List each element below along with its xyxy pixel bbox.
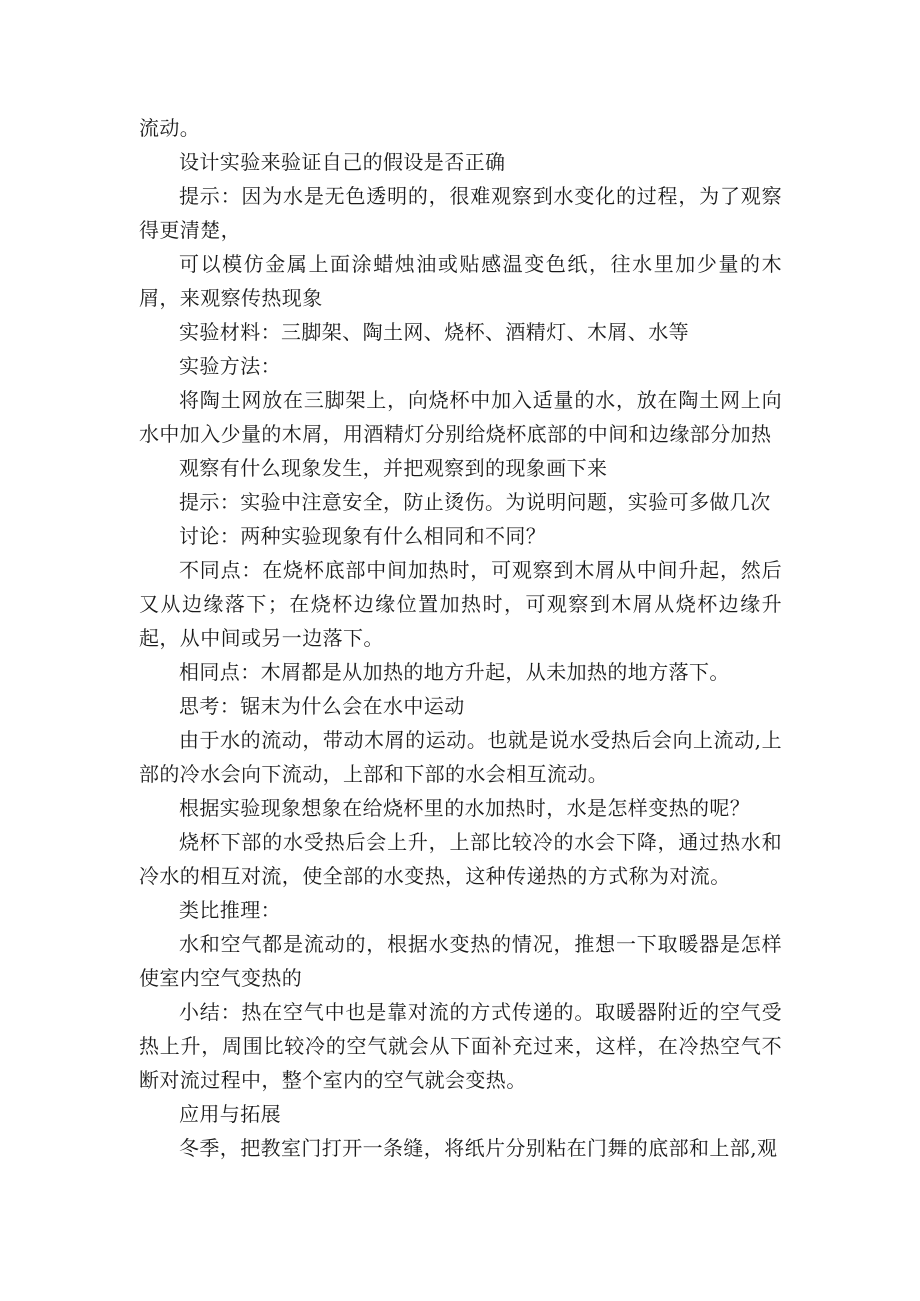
- paragraph: 提示：实验中注意安全，防止烫伤。为说明问题，实验可多做几次: [179, 490, 771, 514]
- paragraph: 实验方法：: [179, 354, 281, 378]
- document-body: [139, 111, 782, 1165]
- paragraph: 提示：因为水是无色透明的，很难观察到水变化的过程，为了观察得更清楚，: [139, 184, 782, 242]
- paragraph: 冬季，把教室门打开一条缝，将纸片分别粘在门舞的底部和上部,观: [179, 1136, 778, 1160]
- paragraph: 类比推理：: [179, 898, 281, 922]
- paragraph: 将陶土网放在三脚架上，向烧杯中加入适量的水，放在陶土网上向水中加入少量的木屑，用酒精灯分别给烧杯底部的中间和边缘部分加热: [139, 388, 782, 446]
- paragraph: 观察有什么现象发生，并把观察到的现象画下来: [179, 456, 608, 480]
- paragraph: 水和空气都是流动的，根据水变热的情况，推想一下取暖器是怎样使室内空气变热的: [139, 932, 782, 990]
- paragraph: 由于水的流动，带动木屑的运动。也就是说水受热后会向上流动,上部的冷水会向下流动，上部和下部的水会相互流动。: [139, 728, 782, 786]
- paragraph: 实验材料：三脚架、陶土网、烧杯、酒精灯、木屑、水等: [179, 320, 689, 344]
- paragraph: 根据实验现象想象在给烧杯里的水加热时，水是怎样变热的呢？: [179, 796, 751, 820]
- paragraph: 流动。: [139, 116, 201, 140]
- paragraph: 应用与拓展: [179, 1102, 281, 1126]
- paragraph: 小结：热在空气中也是靠对流的方式传递的。取暖器附近的空气受热上升，周围比较冷的空气就会从下面补充过来，这样，在冷热空气不断对流过程中，整个室内的空气就会变热。: [139, 1000, 782, 1092]
- paragraph: 讨论：两种实验现象有什么相同和不同？: [179, 524, 547, 548]
- paragraph: 不同点：在烧杯底部中间加热时，可观察到木屑从中间升起，然后又从边缘落下；在烧杯边缘位置加热时，可观察到木屑从烧杯边缘升起，从中间或另一边落下。: [139, 558, 782, 650]
- paragraph: 烧杯下部的水受热后会上升，上部比较冷的水会下降，通过热水和冷水的相互对流，使全部的水变热，这种传递热的方式称为对流。: [139, 830, 782, 888]
- paragraph: 思考：锯末为什么会在水中运动: [179, 694, 465, 718]
- paragraph: 相同点：木屑都是从加热的地方升起，从未加热的地方落下。: [179, 660, 730, 684]
- paragraph: 设计实验来验证自己的假设是否正确: [179, 150, 506, 174]
- paragraph: 可以模仿金属上面涂蜡烛油或贴感温变色纸，往水里加少量的木屑，来观察传热现象: [139, 252, 782, 310]
